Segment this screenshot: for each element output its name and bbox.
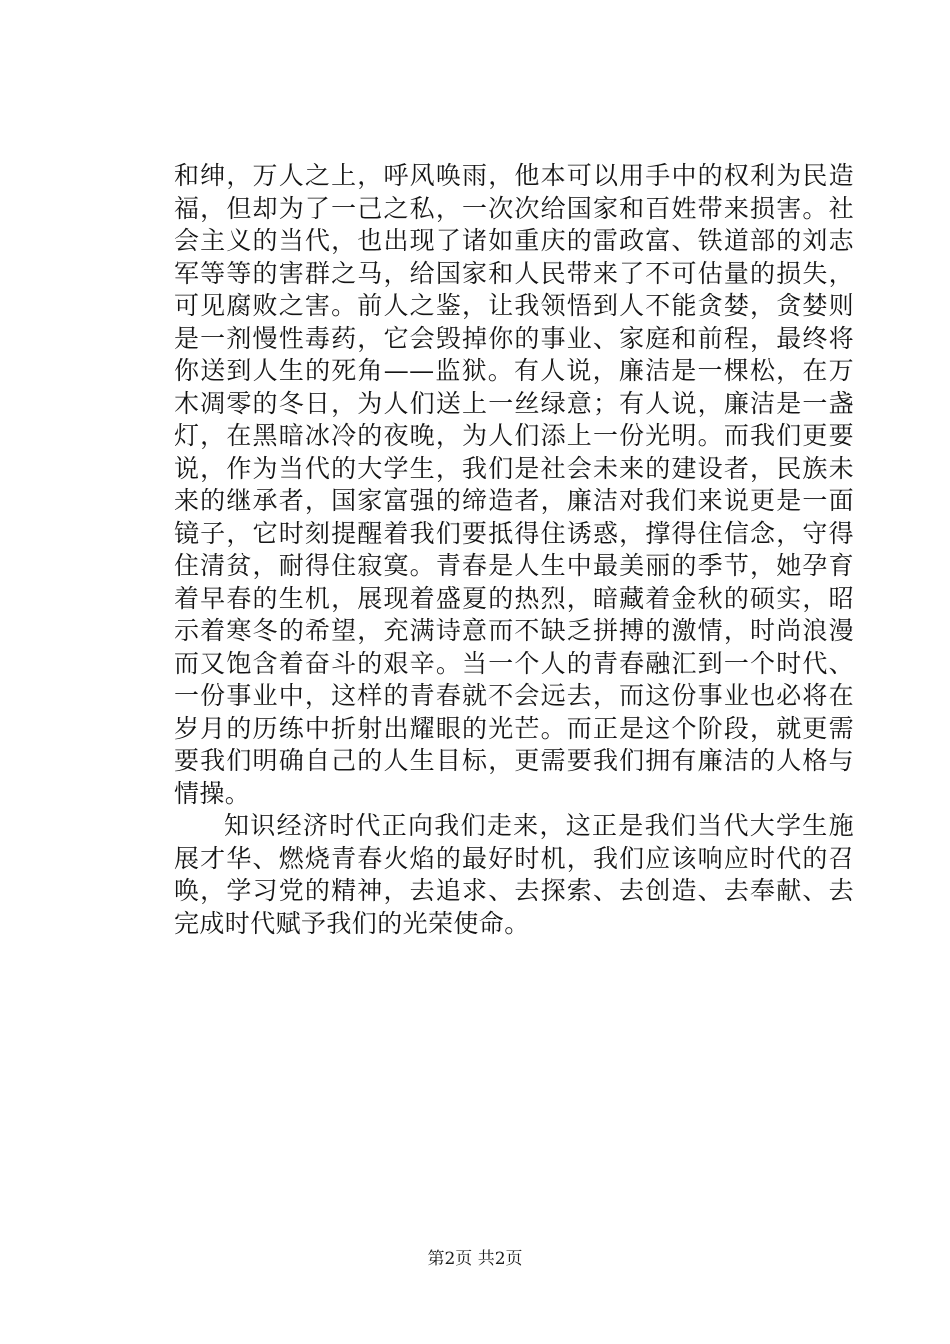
paragraph-continued: 和绅，万人之上，呼风唤雨，他本可以用手中的权利为民造福，但却为了一己之私，一次次给国家和百姓带来损害。社会主义的当代，也出现了诸如重庆的雷政富、铁道部的刘志军等等的害群之马，给国家和人民带来了不可估量的损失，可见腐败之害。前人之鉴，让我领悟到人不能贪婪，贪婪则是一剂慢性毒药，它会毁掉你的事业、家庭和前程，最终将你送到人生的死角——监狱。有人说，廉洁是一棵松，在万木凋零的冬日，为人们送上一丝绿意；有人说，廉洁是一盏灯，在黑暗冰冷的夜晚，为人们添上一份光明。而我们更要说，作为当代的大学生，我们是社会未来的建设者，民族未来的继承者，国家富强的缔造者，廉洁对我们来说更是一面镜子，它时刻提醒着我们要抵得住诱惑，撑得住信念，守得住清贫，耐得住寂寞。青春是人生中最美丽的季节，她孕育着早春的生机，展现着盛夏的热烈，暗藏着金秋的硕实，昭示着寒冬的希望，充满诗意而不缺乏拼搏的激情，时尚浪漫而又饱含着奋斗的艰辛。当一个人的青春融汇到一个时代、一份事业中，这样的青春就不会远去，而这份事业也必将在岁月的历练中折射出耀眼的光芒。而正是这个阶段，就更需要我们明确自己的人生目标，更需要我们拥有廉洁的人格与情操。 [174,161,854,808]
page-number-footer: 第2页 共2页 [427,1249,523,1269]
document-body [174,160,854,940]
paragraph-conclusion: 知识经济时代正向我们走来，这正是我们当代大学生施展才华、燃烧青春火焰的最好时机，我们应该响应时代的召唤，学习党的精神，去追求、去探索、去创造、去奉献、去完成时代赋予我们的光荣使命。 [174,811,854,938]
